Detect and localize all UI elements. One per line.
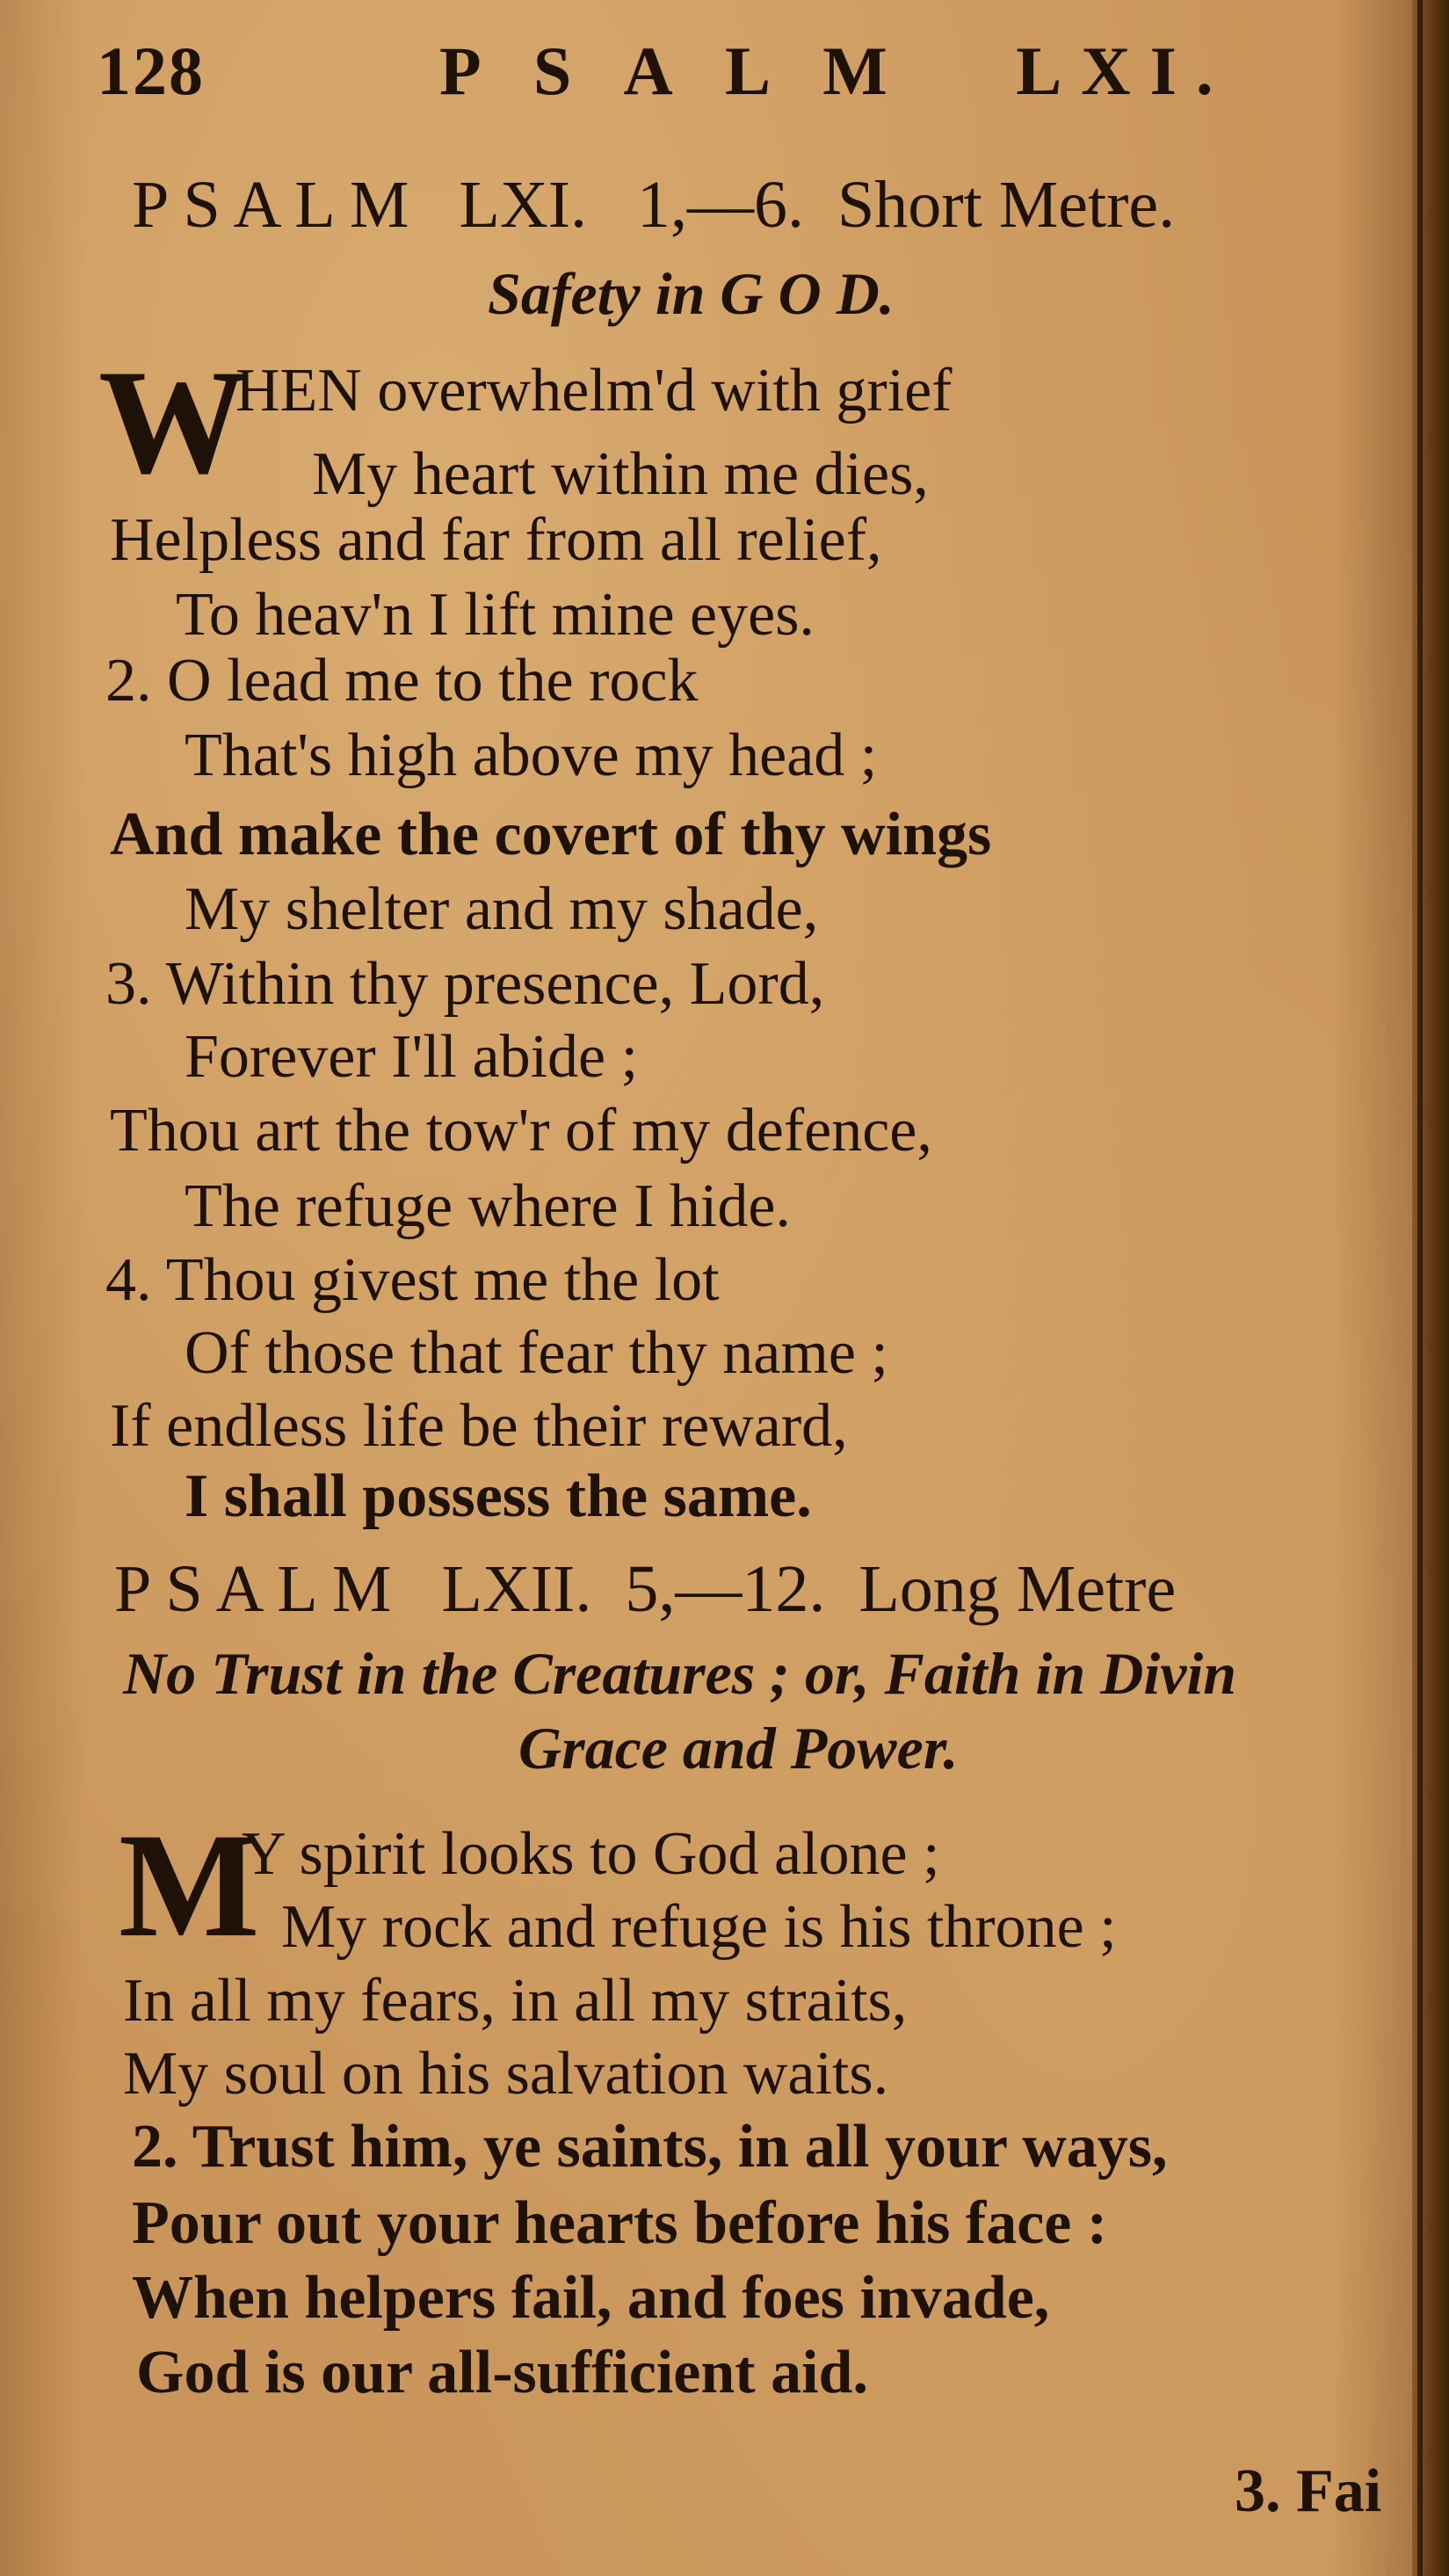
psalm-61-line-13: 4. Thou givest me the lot [105,1246,720,1314]
psalm-62-line-6: Pour out your hearts before his face : [132,2189,1108,2257]
psalm-62-subtitle-1: No Trust in the Creatures ; or, Faith in Divin [123,1640,1237,1707]
psalm-62-line-1: Y spirit looks to God alone ; [242,1820,940,1888]
psalm-61-line-2: My heart within me dies, [312,440,929,508]
psalm-61-line-4: To heav'n I lift mine eyes. [176,581,815,649]
psalm-61-line-9: 3. Within thy presence, Lord, [105,950,825,1018]
psalm-61-line-15: If endless life be their reward, [110,1392,848,1460]
psalm-61-line-5: 2. O lead me to the rock [105,647,699,715]
psalm-62-line-3: In all my fears, in all my straits, [123,1967,908,2035]
psalm-61-line-6: That's high above my head ; [185,722,878,789]
psalm-62-dropcap: M [119,1803,260,1968]
psalm-61-line-12: The refuge where I hide. [185,1172,791,1240]
psalm-61-line-8: My shelter and my shade, [185,875,819,943]
psalm-61-line-10: Forever I'll abide ; [185,1023,639,1091]
psalm-62-line-8: God is our all-sufficient aid. [136,2339,868,2406]
psalm-61-line-11: Thou art the tow'r of my defence, [110,1097,932,1165]
psalm-61-title: P S A L M LXI. 1,—6. Short Metre. [132,168,1176,242]
psalm-62-line-2: My rock and refuge is his throne ; [281,1893,1117,1961]
binding-shadow [1417,0,1423,2576]
psalm-62-subtitle-2: Grace and Power. [518,1715,959,1781]
psalm-61-line-14: Of those that fear thy name ; [185,1319,888,1387]
catchword: 3. Fai [1235,2457,1382,2525]
psalm-62-line-4: My soul on his salvation waits. [123,2040,889,2108]
psalm-61-subtitle: Safety in G O D. [488,260,895,327]
psalm-61-line-16: I shall possess the same. [185,1462,812,1530]
psalm-61-dropcap: W [98,339,248,504]
running-title: P S A L M LXI. [439,33,1233,109]
page-number: 128 [97,33,205,109]
psalm-61-line-1: HEN overwhelm'd with grief [235,357,953,424]
psalm-61-line-7: And make the covert of thy wings [110,801,992,868]
psalm-62-line-5: 2. Trust him, ye saints, in all your ways, [132,2113,1168,2181]
psalm-62-title: P S A L M LXII. 5,—12. Long Metre [114,1552,1177,1626]
psalm-62-line-7: When helpers fail, and foes invade, [132,2264,1050,2332]
psalm-61-line-3: Helpless and far from all relief, [110,506,882,574]
